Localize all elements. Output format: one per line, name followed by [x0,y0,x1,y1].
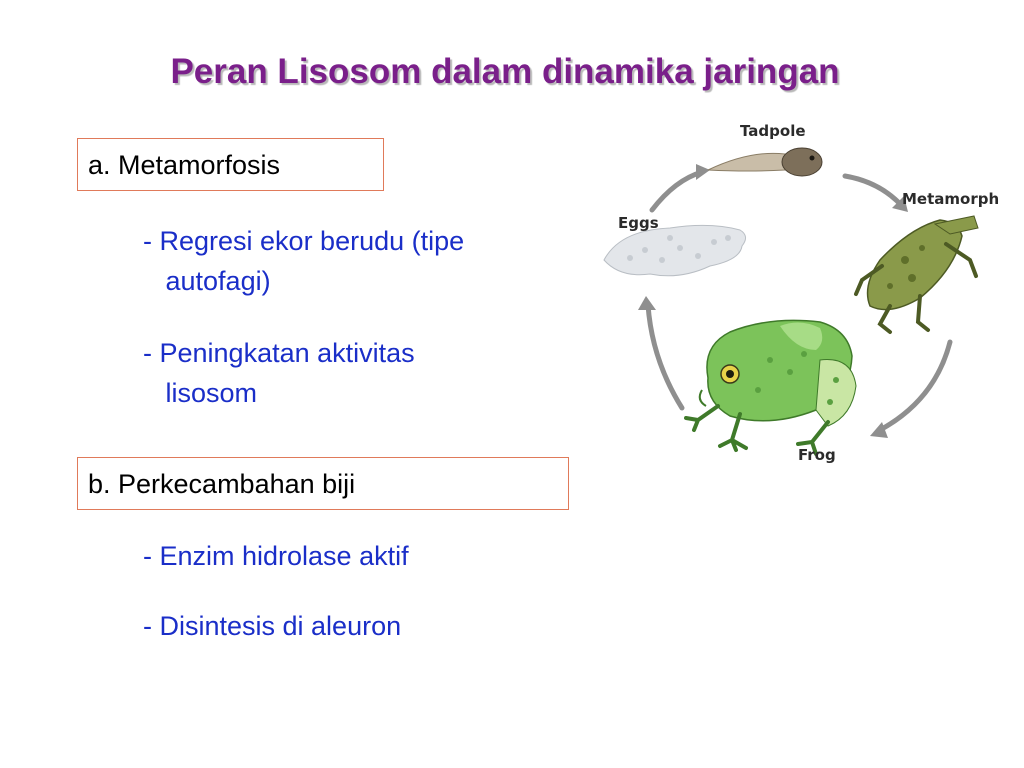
slide-title: Peran Lisosom dalam dinamika jaringan [170,52,840,91]
bullet-peningkatan: - Peningkatan aktivitas lisosom [143,338,415,408]
label-tadpole: Tadpole [740,122,806,140]
bullet-regresi: - Regresi ekor berudu (tipe autofagi) [143,226,465,296]
cycle-arrow-tadpole-metamorph [845,176,902,206]
cycle-arrow-frog-eggs [648,305,682,408]
bullet-enzim: - Enzim hidrolase aktif [143,541,409,571]
label-metamorph: Metamorph [902,190,1000,208]
eggs-illustration [604,225,746,275]
frog-life-cycle-diagram [590,110,1024,470]
label-frog: Frog [798,446,836,464]
cycle-arrow-metamorph-frog [880,342,950,430]
cycle-arrow-eggs-tadpole [652,172,702,210]
section-a-heading: a. Metamorfosis [77,138,384,191]
label-eggs: Eggs [618,214,659,232]
section-b-heading: b. Perkecambahan biji [77,457,569,510]
bullet-disintesis: - Disintesis di aleuron [143,611,402,641]
metamorph-illustration [856,216,978,332]
frog-illustration [686,320,856,454]
tadpole-illustration [708,148,822,176]
